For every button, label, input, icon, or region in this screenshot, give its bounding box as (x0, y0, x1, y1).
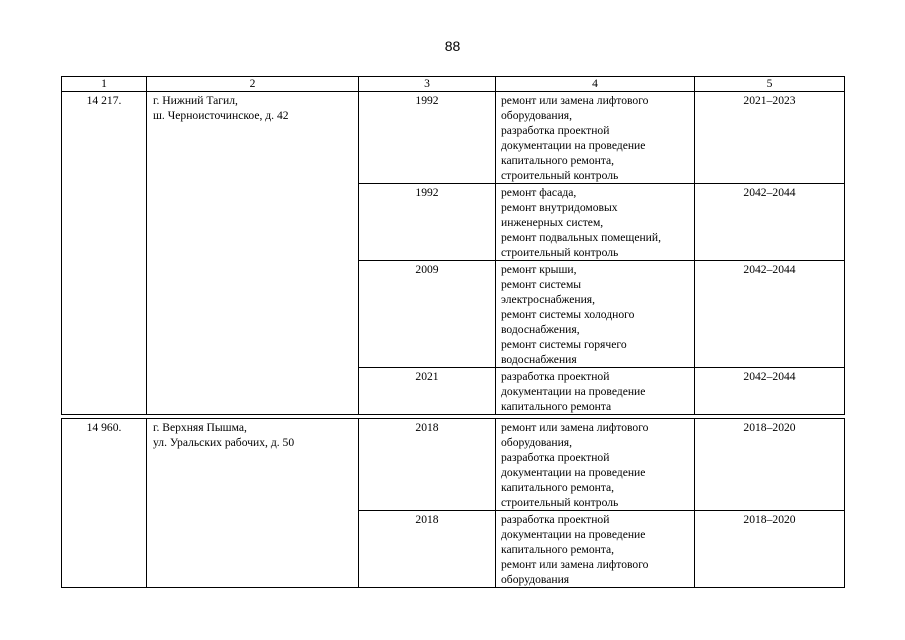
work-line: электроснабжения, (501, 293, 596, 306)
work-types (496, 419, 695, 511)
work-line: ремонт крыши, (501, 263, 577, 276)
work-line: капитального ремонта, (501, 154, 615, 167)
work-types (496, 261, 695, 368)
table-row (62, 92, 845, 184)
column-number-3: 3 (359, 77, 496, 92)
repair-schedule-table-2 (61, 418, 845, 588)
work-line: ремонт системы холодного (501, 308, 635, 321)
building-address (147, 92, 359, 415)
work-line: водоснабжения, (501, 323, 580, 336)
work-types (496, 368, 695, 415)
work-line: оборудования, (501, 109, 573, 122)
work-types (496, 184, 695, 261)
column-number-5: 5 (695, 77, 845, 92)
building-number: 14 217. (62, 92, 147, 415)
repair-schedule-table-1 (61, 76, 845, 415)
work-line: документации на проведение (501, 139, 646, 152)
work-line: оборудования (501, 573, 570, 586)
work-line: разработка проектной (501, 370, 610, 383)
commission-year: 2018 (359, 511, 496, 588)
work-line: ремонт фасада, (501, 186, 577, 199)
work-line: оборудования, (501, 436, 573, 449)
address-line: г. Верхняя Пышма, (153, 421, 247, 434)
work-line: документации на проведение (501, 385, 646, 398)
column-number-2: 2 (147, 77, 359, 92)
work-line: водоснабжения (501, 353, 577, 366)
work-line: документации на проведение (501, 466, 646, 479)
column-number-1: 1 (62, 77, 147, 92)
work-line: разработка проектной (501, 451, 610, 464)
building-address (147, 419, 359, 588)
commission-year: 2021 (359, 368, 496, 415)
work-line: разработка проектной (501, 124, 610, 137)
page-number: 88 (444, 38, 461, 54)
work-line: ремонт или замена лифтового (501, 421, 649, 434)
column-number-row (62, 77, 845, 92)
planned-period: 2042–2044 (695, 184, 845, 261)
work-line: ремонт или замена лифтового (501, 558, 649, 571)
work-line: ремонт подвальных помещений, (501, 231, 661, 244)
work-line: ремонт системы (501, 278, 582, 291)
table-row (62, 419, 845, 511)
building-number: 14 960. (62, 419, 147, 588)
work-line: ремонт или замена лифтового (501, 94, 649, 107)
work-line: строительный контроль (501, 169, 619, 182)
work-line: капитального ремонта, (501, 543, 615, 556)
work-line: капитального ремонта, (501, 481, 615, 494)
planned-period: 2042–2044 (695, 261, 845, 368)
commission-year: 2018 (359, 419, 496, 511)
work-line: ремонт системы горячего (501, 338, 627, 351)
work-line: капитального ремонта (501, 400, 612, 413)
work-line: инженерных систем, (501, 216, 604, 229)
work-types (496, 92, 695, 184)
planned-period: 2021–2023 (695, 92, 845, 184)
commission-year: 2009 (359, 261, 496, 368)
address-line: ш. Черноисточинское, д. 42 (153, 109, 289, 122)
planned-period: 2042–2044 (695, 368, 845, 415)
work-line: строительный контроль (501, 496, 619, 509)
work-types (496, 511, 695, 588)
work-line: строительный контроль (501, 246, 619, 259)
commission-year: 1992 (359, 184, 496, 261)
planned-period: 2018–2020 (695, 419, 845, 511)
work-line: документации на проведение (501, 528, 646, 541)
address-line: г. Нижний Тагил, (153, 94, 238, 107)
work-line: разработка проектной (501, 513, 610, 526)
work-line: ремонт внутридомовых (501, 201, 618, 214)
commission-year: 1992 (359, 92, 496, 184)
planned-period: 2018–2020 (695, 511, 845, 588)
column-number-4: 4 (496, 77, 695, 92)
address-line: ул. Уральских рабочих, д. 50 (153, 436, 295, 449)
